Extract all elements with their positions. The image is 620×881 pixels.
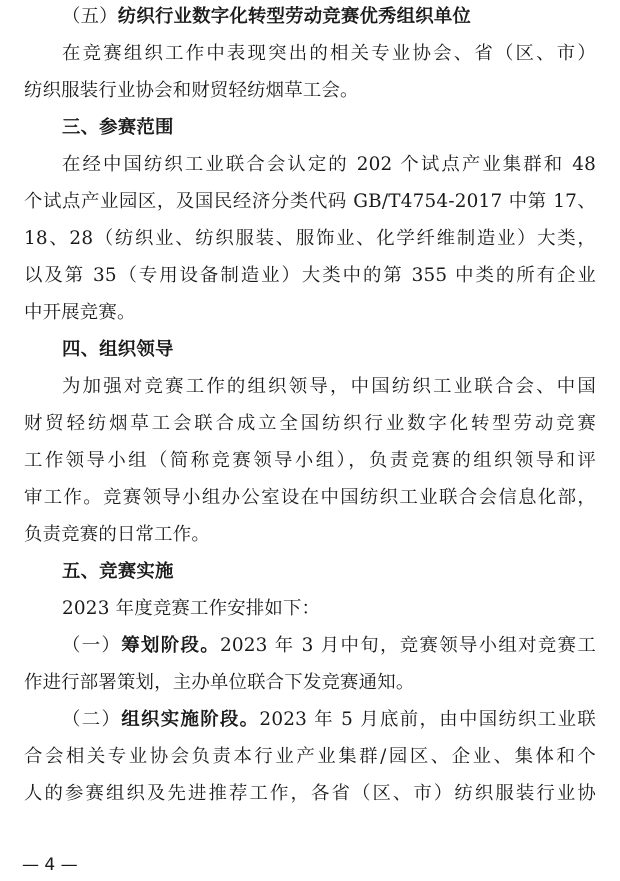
paragraph-line: 2023 年度竞赛工作安排如下： bbox=[62, 598, 321, 619]
award-category-name: 纺织行业数字化转型劳动竞赛优秀组织单位 bbox=[117, 6, 472, 27]
paragraph-line: 纺织服装行业协会和财贸轻纺烟草工会。 bbox=[24, 80, 359, 101]
page-number: — 4 — bbox=[22, 855, 78, 875]
stage-prefix: （一） bbox=[62, 635, 122, 656]
paragraph-line: 负责竞赛的日常工作。 bbox=[24, 524, 210, 545]
paragraph-line: 人的参赛组织及先进推荐工作，各省（区、市）纺织服装行业协 bbox=[24, 783, 596, 804]
paragraph-line: 审工作。竞赛领导小组办公室设在中国纺织工业联合会信息化部， bbox=[24, 487, 596, 508]
stage-item-planning bbox=[62, 635, 596, 657]
stage-title: 组织实施阶段。 bbox=[121, 709, 260, 730]
paragraph-line: 在竞赛组织工作中表现突出的相关专业协会、省（区、市） bbox=[62, 43, 596, 64]
stage-item-execution bbox=[62, 709, 596, 731]
paragraph-line: 18、28（纺织业、纺织服装、服饰业、化学纤维制造业）大类， bbox=[24, 228, 596, 249]
award-category-prefix: （五） bbox=[62, 6, 118, 27]
section-heading-leadership: 四、组织领导 bbox=[62, 339, 174, 360]
section-heading-scope: 三、参赛范围 bbox=[62, 117, 174, 138]
paragraph-line: 合会相关专业协会负责本行业产业集群/园区、企业、集体和个 bbox=[24, 746, 596, 767]
stage-prefix: （二） bbox=[62, 709, 122, 730]
paragraph-line: 财贸轻纺烟草工会联合成立全国纺织行业数字化转型劳动竞赛 bbox=[24, 413, 596, 434]
paragraph-line: 为加强对竞赛工作的组织领导，中国纺织工业联合会、中国 bbox=[62, 376, 596, 397]
paragraph-line: 中开展竞赛。 bbox=[24, 302, 136, 323]
stage-text: 2023 年 5 月底前，由中国纺织工业联 bbox=[259, 709, 596, 730]
paragraph-line: 在经中国纺织工业联合会认定的 202 个试点产业集群和 48 bbox=[62, 154, 596, 175]
paragraph-line: 工作领导小组（简称竞赛领导小组），负责竞赛的组织领导和评 bbox=[24, 450, 596, 471]
stage-text: 2023 年 3 月中旬，竞赛领导小组对竞赛工 bbox=[219, 635, 596, 656]
paragraph-line: 个试点产业园区，及国民经济分类代码 GB/T4754-2017 中第 17、 bbox=[24, 191, 596, 212]
paragraph-line: 作进行部署策划，主办单位联合下发竞赛通知。 bbox=[24, 672, 415, 693]
award-category-title bbox=[62, 6, 471, 28]
paragraph-line: 以及第 35（专用设备制造业）大类中的第 355 中类的所有企业 bbox=[24, 265, 596, 286]
stage-title: 筹划阶段。 bbox=[121, 635, 220, 656]
section-heading-implementation: 五、竞赛实施 bbox=[62, 561, 174, 582]
